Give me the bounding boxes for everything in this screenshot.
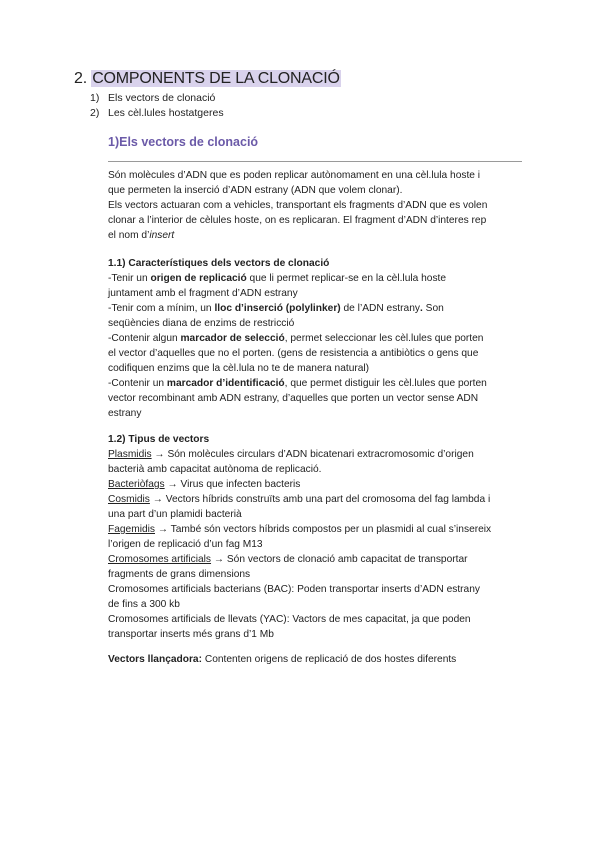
bold-term: lloc d’inserció (polylinker) [214, 303, 341, 314]
text-span: -Tenir un [108, 273, 151, 284]
text-line: estrany [108, 408, 142, 419]
heading-title: COMPONENTS DE LA CLONACIÓ [92, 70, 340, 87]
text-line: una part d’un plamidi bacterià [108, 509, 242, 520]
text-line [108, 492, 528, 507]
text-line [108, 228, 528, 243]
text-line: fragments de grans dimensions [108, 569, 251, 580]
text-line: juntament amb el fragment d’ADN estrany [108, 288, 298, 299]
bold-term: Vectors llançadora: [108, 654, 202, 665]
toc-item-2 [90, 107, 224, 119]
text-line [108, 331, 528, 346]
characteristics-section [108, 256, 528, 421]
insert-term: insert [149, 230, 175, 241]
text-span: -Tenir com a mínim, un [108, 303, 215, 314]
text-line [108, 477, 528, 492]
text-line [108, 447, 528, 462]
text-line: de fins a 300 kb [108, 599, 180, 610]
text-line [108, 376, 528, 391]
bold-dot: . [419, 303, 423, 314]
text-span: → Virus que infecten bacteris [164, 479, 301, 490]
term-artificial-chromosomes: Cromosomes artificials [108, 554, 212, 565]
text-span: de l’ADN estrany [340, 303, 420, 314]
toc-item-1 [90, 92, 215, 104]
toc-label: Les cèl.lules hostatgeres [108, 107, 224, 119]
section-heading [74, 70, 341, 88]
toc-label: Els vectors de clonació [108, 92, 216, 104]
text-span: → Són vectors de clonació amb capacitat de transportar [211, 554, 468, 565]
bold-term: marcador de selecció [180, 333, 285, 344]
bold-term: marcador d’identificació [166, 378, 285, 389]
text-span: → Vectors híbrids construïts amb una part del cromosoma del fag lambda i [149, 494, 491, 505]
text-line [108, 301, 528, 316]
term-phagemids: Fagemidis [108, 524, 155, 535]
text-span: -Contenir un [108, 378, 167, 389]
text-span: → Són molècules circulars d’ADN bicatenari extracromosomic d’origen [151, 449, 474, 460]
text-span: que li permet replicar-se en la cèl.lula hoste [246, 273, 447, 284]
toc-number: 2) [90, 107, 100, 119]
subsection-title: 1)Els vectors de clonació [108, 135, 259, 149]
text-line: el vector d’aquelles que no el porten. (gens de resistencia a antibiòtics o gens que [108, 348, 479, 359]
text-line: bacterià amb capacitat autònoma de replicació. [108, 464, 322, 475]
term-bacteriophages: Bacteriòfags [108, 479, 165, 490]
text-line: transportar inserts més grans d’1 Mb [108, 629, 274, 640]
text-line: que permeten la inserció d’ADN estrany (ADN que volem clonar). [108, 185, 403, 196]
text-span: Contenten origens de replicació de dos hostes diferents [202, 654, 457, 665]
text-line: Cromosomes artificials de llevats (YAC): Vactors de mes capacitat, ja que poden [108, 614, 471, 625]
shuttle-vectors-paragraph [108, 652, 528, 667]
text-span: Son [422, 303, 444, 314]
text-span: → També són vectors híbrids compostos per un plasmidi al cual s’insereix [155, 524, 492, 535]
text-line [108, 271, 528, 286]
text-line: clonar a l’interior de cèlules hoste, on es replicaran. El fragment d’ADN d’interes rep [108, 215, 487, 226]
types-section [108, 432, 528, 642]
text-line: Cromosomes artificials bacterians (BAC): Poden transportar inserts d’ADN estrany [108, 584, 480, 595]
toc-number: 1) [90, 92, 100, 104]
text-line: vector recombinant amb ADN estrany, d’aquelles que porten un vector sense ADN [108, 393, 479, 404]
characteristics-title: 1.1) Característiques dels vectors de clonació [108, 258, 330, 269]
text-line: codifiquen enzims que la cèl.lula no te de manera natural) [108, 363, 370, 374]
intro-paragraph [108, 168, 528, 243]
text-line [108, 652, 528, 667]
heading-number: 2. [74, 70, 87, 87]
text-span: -Contenir algun [108, 333, 181, 344]
text-line: Són molècules d’ADN que es poden replicar autònomament en una cèl.lula hoste i [108, 170, 481, 181]
bold-term: origen de replicació [150, 273, 247, 284]
types-title: 1.2) Tipus de vectors [108, 434, 210, 445]
text-line: seqüències diana de enzims de restricció [108, 318, 295, 329]
term-cosmids: Cosmidis [108, 494, 150, 505]
text-line: l’origen de replicació d’un fag M13 [108, 539, 263, 550]
text-span: , permet seleccionar les cèl.lules que porten [284, 333, 484, 344]
text-line [108, 522, 528, 537]
text-line [108, 552, 528, 567]
text-span: , que permet distiguir les cèl.lules que porten [284, 378, 487, 389]
text-span: el nom d’ [108, 230, 150, 241]
text-line: Els vectors actuaran com a vehicles, transportant els fragments d’ADN que es volen [108, 200, 488, 211]
term-plasmids: Plasmidis [108, 449, 152, 460]
divider [108, 161, 522, 162]
